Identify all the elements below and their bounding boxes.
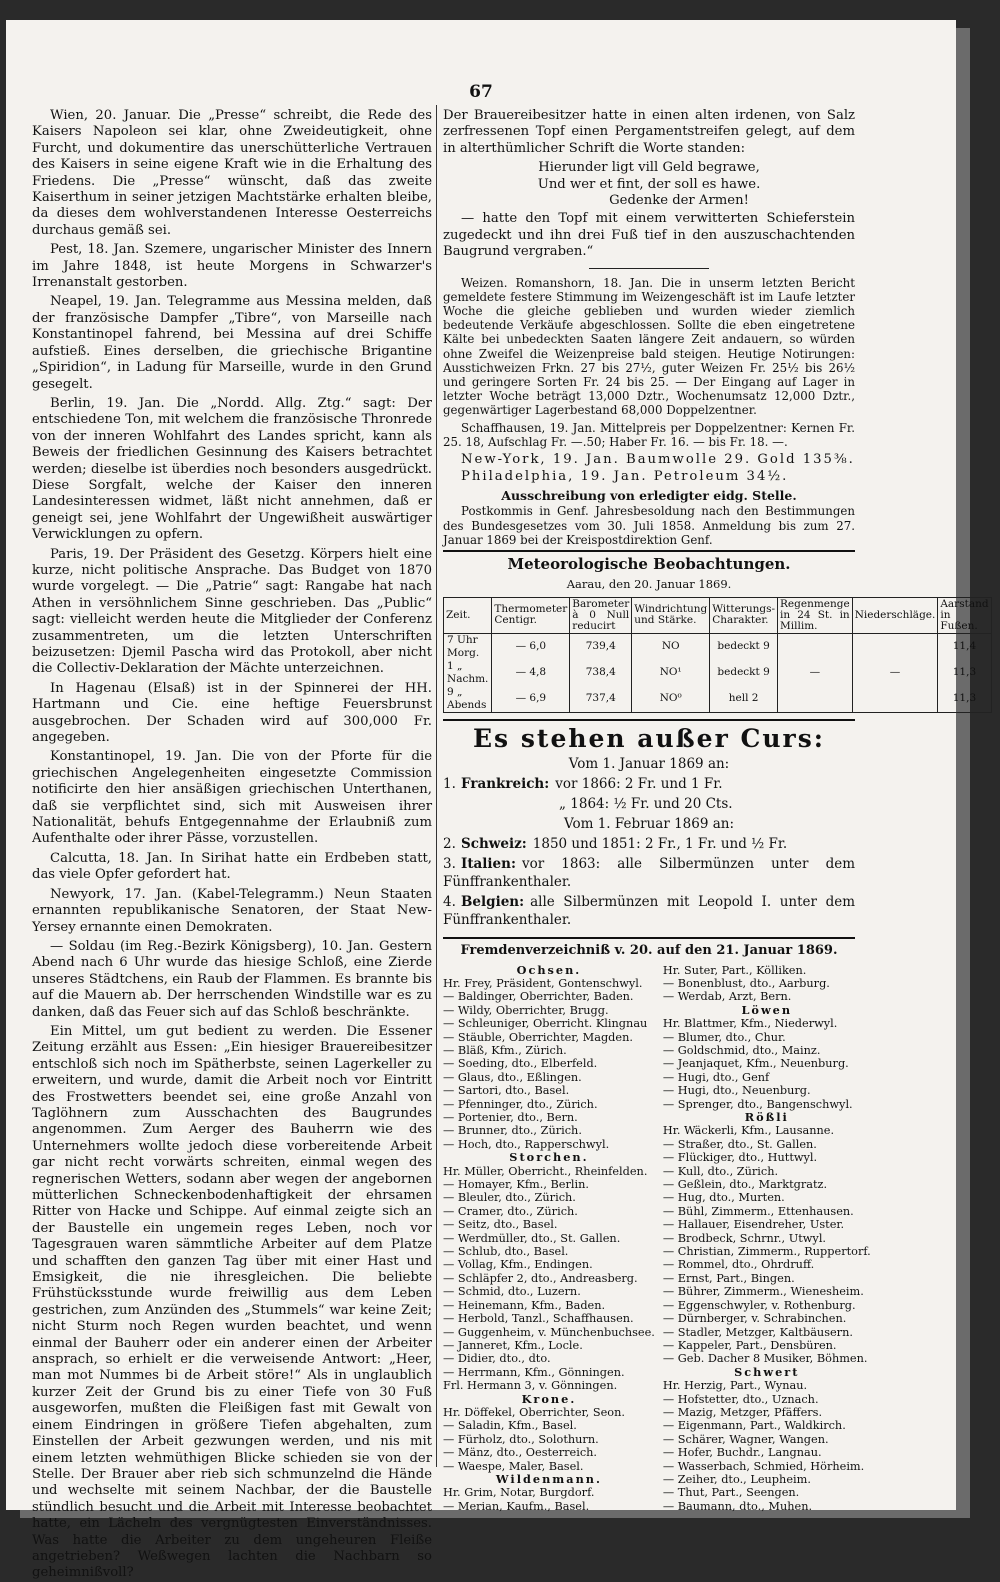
left-column (32, 108, 432, 1581)
weather-cell: NO¹ (632, 660, 710, 686)
guest-entry: — Christian, Zimmerm., Ruppertorf. (662, 1245, 871, 1259)
currency-item (443, 893, 855, 929)
hotel-name: Schwert (734, 1364, 800, 1379)
guest-entry: — Geßlein, dto., Marktgratz. (662, 1178, 828, 1192)
guest-entry: Hr. Blattmer, Kfm., Niederwyl. (662, 1017, 838, 1031)
guest-entry: — Stadler, Metzger, Kaltbäusern. (662, 1325, 853, 1339)
guest-entry: — Mänz, dto., Oesterreich. (443, 1446, 598, 1460)
weather-column-header: Aarstand in Fußen. (938, 597, 991, 633)
news-paragraph: Pest, 18. Jan. Szemere, ungarischer Minister des Innern im Jahre 1848, ist heute Morgens in Schwarzer's Irrenanstalt gestorben. (32, 242, 432, 291)
guest-entry: Hr. Grim, Notar, Burgdorf. (443, 1486, 595, 1500)
weather-column-header: Zeit. (444, 597, 492, 633)
hotel-name: Wildenmann. (495, 1471, 602, 1486)
weather-cell: — 4,8 (492, 660, 570, 686)
guest-entry: — Eigenmann, Part., Waldkirch. (662, 1419, 846, 1433)
currency-country: Frankreich: (461, 776, 550, 793)
currency-number: 2. (443, 836, 456, 853)
currency-country: Belgien: (461, 894, 525, 911)
guest-entry: — Dürnberger, v. Schrabinchen. (662, 1312, 847, 1326)
page-number: 67 (469, 82, 493, 102)
weather-cell: bedeckt 9 (710, 660, 778, 686)
guest-entry: — Homayer, Kfm., Berlin. (443, 1178, 589, 1192)
guest-entry: Hr. Suter, Part., Kölliken. (662, 963, 807, 977)
guest-entry: — Merian, Kaufm., Basel. (443, 1499, 590, 1513)
guest-entry: — Schlub, dto., Basel. (443, 1245, 569, 1259)
hotel-name: Löwen (741, 1002, 793, 1017)
fremden-column (663, 964, 871, 1514)
guest-entry: — Straßer, dto., St. Gallen. (662, 1137, 817, 1151)
currency-list (443, 835, 855, 929)
weather-cell (778, 633, 853, 660)
section-rule (443, 937, 855, 939)
guest-entry: — Saladin, Kfm., Basel. (443, 1419, 577, 1433)
currency-list (443, 775, 855, 813)
guest-entry: — Wasserbach, Schmied, Hörheim. (662, 1459, 865, 1473)
currency-country: Schweiz: (461, 836, 527, 853)
currency-item (443, 835, 855, 853)
guest-entry: — Kappeler, Part., Densbüren. (662, 1338, 837, 1352)
weather-cell: 738,4 (570, 660, 632, 686)
weather-column-header: Barometer à 0 Null reducirt (570, 597, 632, 633)
weather-cell: bedeckt 9 (710, 633, 778, 660)
guest-entry: — Wildy, Oberrichter, Brugg. (443, 1003, 609, 1017)
currency-from-date: Vom 1. Februar 1869 an: (563, 816, 735, 833)
weather-cell: — (852, 660, 938, 686)
short-rule (589, 268, 709, 269)
weather-cell: 739,4 (570, 633, 632, 660)
fremden-title: Fremdenverzeichniß v. 20. auf den 21. Januar 1869. (460, 943, 838, 959)
news-paragraph: Calcutta, 18. Jan. In Sirihat hatte ein Erdbeben statt, das viele Opfer gefordert hat. (32, 850, 432, 883)
story-end: Der Brauereibesitzer hatte in einen alten irdenen, von Salz zerfressenen Topf einen Pergamentstreifen gelegt, auf dem in alterthümlicher Schrift die Worte standen: (443, 108, 855, 156)
guest-entry: — Baldinger, Oberrichter, Baden. (443, 990, 634, 1004)
weather-column-header: Regenmenge in 24 St. in Millim. (778, 597, 853, 633)
guest-entry: — Fürholz, dto., Solothurn. (443, 1432, 599, 1446)
verse-line: Hierunder ligt vill Geld begrawe, (538, 160, 760, 176)
weather-column-header: Witterungs-Charakter. (710, 597, 778, 633)
guest-entry: — Werdab, Arzt, Bern. (662, 990, 792, 1004)
guest-entry: — Hofer, Buchdr., Langnau. (662, 1446, 822, 1460)
weather-cell (852, 686, 938, 713)
newspaper-page (6, 20, 989, 1581)
weather-cell: 11,3 (938, 686, 991, 713)
ausschreibung-text: Postkommis in Genf. Jahresbesoldung nach den Bestimmungen des Bundesgesetzes vom 30. Juli 1858. Anmeldung bis zum 27. Januar 1869 bei der Kreispostdirektion Genf. (443, 504, 855, 547)
guest-entry: — Hofstetter, dto., Uznach. (662, 1392, 819, 1406)
news-paragraph: Newyork, 17. Jan. (Kabel-Telegramm.) Neun Staaten ernannten republikanische Senatoren, der Staat New-Yersey ernannte einen Demokraten. (32, 886, 432, 935)
guest-entry: — Didier, dto., dto. (443, 1352, 551, 1366)
fremden-list (443, 962, 871, 1514)
currency-rule: 1850 und 1851: 2 Fr., 1 Fr. und ½ Fr. (532, 836, 788, 853)
guest-entry: — Bleuler, dto., Zürich. (443, 1191, 576, 1205)
guest-entry: — Flückiger, dto., Huttwyl. (662, 1151, 818, 1165)
currency-item (443, 855, 855, 891)
guest-entry: — Schärer, Wagner, Wangen. (662, 1432, 829, 1446)
guest-entry: — Jeanjaquet, Kfm., Neuenburg. (662, 1057, 849, 1071)
guest-entry: — Rommel, dto., Ohrdruff. (662, 1258, 815, 1272)
guest-entry: — Baumann, dto., Muhen. (662, 1499, 813, 1513)
currency-title: Es stehen außer Curs: (472, 723, 826, 753)
guest-entry: — Schläpfer 2, dto., Andreasberg. (443, 1271, 638, 1285)
guest-entry: — Schleuniger, Oberricht. Klingnau (443, 1017, 648, 1031)
market-report-weizen: Weizen. Romanshorn, 18. Jan. Die in unserm letzten Bericht gemeldete festere Stimmung im Weizengeschäft ist im Laufe letzter Woche die gleiche geblieben und wurden wieder ziemlich bedeutende Verkäufe abgeschlossen. Sollte die eben eingetretene Kälte bei unbedeckten Saaten längere Zeit andauern, so würden ohne Zweifel die Weizenpreise bald steigen. Heutige Notirungen: Ausstichweizen Frkn. 27 bis 27½, guter Weizen Fr. 25½ bis 26½ und geringere Sorten Fr. 24 bis 25. — Der Eingang auf Lager in letzter Woche beträgt 13,000 Dztr., Wochenumsatz 12,000 Dztr., gegenwärtiger Lagerbestand 68,000 Doppelzentner. (443, 275, 855, 418)
guest-entry: Hr. Wäckerli, Kfm., Lausanne. (662, 1124, 835, 1138)
right-column (443, 108, 989, 1513)
guest-entry: — Bühl, Zimmerm., Ettenhausen. (662, 1204, 854, 1218)
verse-line: Und wer et fint, der soll es hawe. (537, 176, 761, 192)
weather-cell: hell 2 (710, 686, 778, 713)
verse-line: Gedenke der Armen! (609, 193, 749, 209)
guest-entry: Hr. Müller, Oberricht., Rheinfelden. (443, 1164, 648, 1178)
guest-entry: — Bonenblust, dto., Aarburg. (662, 976, 830, 990)
column-divider (436, 105, 437, 1467)
weather-cell: 1 „ Nachm. (444, 660, 492, 686)
hotel-name: Storchen. (509, 1150, 589, 1165)
guest-entry: — Pfenninger, dto., Zürich. (443, 1097, 598, 1111)
weather-column-header: Windrichtung und Stärke. (632, 597, 710, 633)
weather-cell: 7 Uhr Morg. (444, 633, 492, 660)
guest-entry: — Hoch, dto., Rapperschwyl. (443, 1137, 610, 1151)
weather-cell: 11,3 (938, 660, 991, 686)
weather-subtitle: Aarau, den 20. Januar 1869. (566, 577, 732, 592)
guest-entry: — Sartori, dto., Basel. (443, 1084, 570, 1098)
guest-entry: — Herrmann, Kfm., Gönningen. (443, 1365, 625, 1379)
currency-item (443, 795, 855, 813)
weather-cell (778, 686, 853, 713)
currency-number: 1. (443, 776, 456, 793)
currency-rule: vor 1863: alle Silbermünzen unter dem Fünffrankenthaler. (443, 856, 855, 891)
guest-entry: — Sprenger, dto., Bangenschwyl. (662, 1097, 853, 1111)
weather-cell: 11,4 (938, 633, 991, 660)
weather-row (444, 660, 992, 686)
guest-entry: — Kull, dto., Zürich. (662, 1164, 779, 1178)
currency-rule: alle Silbermünzen mit Leopold I. unter dem Fünffrankenthaler. (443, 894, 855, 929)
news-paragraph: Wien, 20. Januar. Die „Presse“ schreibt, die Rede des Kaisers Napoleon sei klar, ohne Zweideutigkeit, ohne Furcht, und dokumentire das unerschütterliche Vertrauen des Kaisers in seine eigene Kraft wie in die Erhaltung des Friedens. Die „Presse“ wünscht, daß das zweite Kaiserthum in seiner jetzigen Machtstärke erhalten bleibe, da dieses dem wohlverstandenen Interesse Oesterreichs durchaus gemäß sei. (32, 108, 432, 238)
guest-entry: Frl. Hermann 3, v. Gönningen. (443, 1379, 618, 1393)
guest-entry: — Hug, dto., Murten. (662, 1191, 785, 1205)
market-report-newyork: New-York, 19. Jan. Baumwolle 29. Gold 135⅜. (461, 452, 855, 468)
weather-cell: 737,4 (570, 686, 632, 713)
weather-row (444, 633, 992, 660)
guest-entry: — Goldschmid, dto., Mainz. (662, 1043, 821, 1057)
guest-entry: — Waespe, Maler, Basel. (443, 1459, 584, 1473)
currency-number: 4. (443, 894, 456, 911)
guest-entry: — Guggenheim, v. Münchenbuchsee. (443, 1325, 655, 1339)
weather-cell (852, 633, 938, 660)
fremden-column (443, 964, 655, 1514)
news-paragraph: Ein Mittel, um gut bedient zu werden. Die Essener Zeitung erzählt aus Essen: „Ein hiesiger Brauereibesitzer entschloß sich noch im Spätherbste, seinen Lagerkeller zu erweitern, und wurde, damit die Arbeit noch vor Eintritt des Frostwetters beendet sei, eine große Anzahl von Taglöhnern zum Ausschachten des Baugrundes angenommen. Zum Aerger des Bauherrn wie des Unternehmers wollte jedoch diese vorbereitende Arbeit gar nicht recht vorwärts schreiten, einmal wegen des regnerischen Wetters, sodann aber wegen der angebornen mütterlichen Schneckenbodenhaftigkeit der ehrsamen Ritter von Hacke und Schippe. Auf einmal zeigte sich an der Baustelle ein ungemein reges Leben, noch vor Tagesgrauen waren sämmtliche Arbeiter auf dem Platze und schafften den ganzen Tag über mit einer Hast und Emsigkeit, die nie ihresgleichen. Die beliebte Frühstücksstunde wurde freiwillig aus dem Leben gestrichen, zum Anzünden des „Stummels“ war keine Zeit; nicht Sturm noch Regen wurden beachtet, und wenn einmal der Bauherr oder ein anderer einen der Arbeiter ansprach, so erhielt er die verweisende Antwort: „Heer, man mot Nummes bi de Arbeit störe!“ Als in unglaublich kurzer Zeit der Grund bis zu einer Tiefe von 30 Fuß ausgeworfen, mußten die Fleißigen fast mit Gewalt von einem Eindringen in größere Tiefen abgehalten, zum Einstellen der Arbeit gezwungen werden, und nis mit einem letzten wehmüthigen Blicke schieden sie von der Stelle. Der Brauer aber rieb sich schmunzelnd die Hände und wechselte mit seinem Nachbar, der die Baustelle stündlich besucht und die Arbeit mit Interesse beobachtet hatte, ein Lächeln des vergnügtesten Einverständnisses. Was hatte die Arbeiter zu dem ungeheuren Fleiße angetrieben? Weßwegen lachten die Nachbarn so geheimnißvoll? (32, 1023, 432, 1581)
weather-cell: — 6,0 (492, 633, 570, 660)
guest-entry: — Portenier, dto., Bern. (443, 1111, 578, 1125)
hotel-name: Ochsen. (516, 962, 582, 977)
story-end: — hatte den Topf mit einem verwitterten Schieferstein zugedeckt und ihn drei Fuß tief in den auszuschachtenden Baugrund vergraben.“ (443, 211, 855, 260)
market-report-philadelphia: Philadelphia, 19. Jan. Petroleum 34½. (461, 468, 789, 484)
guest-entry: — Janneret, Kfm., Locle. (443, 1338, 583, 1352)
ausschreibung-title: Ausschreibung von erledigter eidg. Stelle. (501, 487, 797, 503)
guest-entry: — Werdmüller, dto., St. Gallen. (443, 1231, 621, 1245)
market-report-schaffhausen: Schaffhausen, 19. Jan. Mittelpreis per Doppelzentner: Kernen Fr. 25. 18, Aufschlag Fr. —.50; Haber Fr. 16. — bis Fr. 18. —. (443, 420, 855, 449)
hotel-name: Rößli (744, 1110, 789, 1125)
guest-entry: — Hugi, dto., Genf (662, 1070, 770, 1084)
guest-entry: — Zeiher, dto., Leupheim. (662, 1472, 811, 1486)
guest-entry: — Seitz, dto., Basel. (443, 1218, 558, 1232)
guest-entry: — Eggenschwyler, v. Rothenburg. (662, 1298, 856, 1312)
guest-entry: — Cramer, dto., Zürich. (443, 1204, 578, 1218)
currency-rule: „ 1864: ½ Fr. und 20 Cts. (559, 796, 733, 813)
weather-column-header: Niederschläge. (852, 597, 938, 633)
guest-entry: — Thut, Part., Seengen. (662, 1486, 800, 1500)
guest-entry: — Heinemann, Kfm., Baden. (443, 1298, 606, 1312)
weather-row (444, 686, 992, 713)
currency-item (443, 775, 855, 793)
section-rule (443, 550, 855, 552)
guest-entry: — Blumer, dto., Chur. (662, 1030, 786, 1044)
currency-number: 3. (443, 856, 456, 873)
guest-entry: Hr. Frey, Präsident, Gontenschwyl. (443, 976, 643, 990)
news-paragraph: Konstantinopel, 19. Jan. Die von der Pforte für die griechischen Angelegenheiten eingesetzte Commission notificirte den hier ansäßigen griechischen Unterthanen, daß sie verpflichtet sind, sich mit Ausweisen ihrer Nationalität, behufs Entgegennahme der Erlaubniß zum Aufenthalte oder ihrer Pässe, vorzustellen. (32, 749, 432, 847)
guest-entry: — Geb. Dacher 8 Musiker, Böhmen. (662, 1352, 868, 1366)
news-paragraph: Neapel, 19. Jan. Telegramme aus Messina melden, daß der französische Dampfer „Tibre“, von Marseille nach Konstantinopel fahrend, bei Messina auf drei Schiffe aufstieß. Eines derselben, die griechische Brigantine „Spiridion“, in Ladung für Marseille, wurde in den Grund gesegelt. (32, 294, 432, 392)
guest-entry: — Bläß, Kfm., Zürich. (443, 1043, 567, 1057)
guest-entry: — Hugi, dto., Neuenburg. (662, 1084, 811, 1098)
guest-entry: — Stäuble, Oberrichter, Magden. (443, 1030, 633, 1044)
section-rule (443, 719, 855, 721)
news-paragraph: — Soldau (im Reg.-Bezirk Königsberg), 10. Jan. Gestern Abend nach 6 Uhr wurde das hiesige Schloß, eine Zierde unseres Städtchens, ein Raub der Flammen. Es brannte bis auf die Mauern ab. Der herrschenden Windstille war es zu danken, daß das Feuer sich auf das Schloß beschränkte. (32, 938, 432, 1020)
currency-rule: vor 1866: 2 Fr. und 1 Fr. (555, 776, 723, 793)
news-paragraph: Berlin, 19. Jan. Die „Nordd. Allg. Ztg.“ sagt: Der entschiedene Ton, mit welchem die französische Thronrede von der inneren Wohlfahrt des Landes spricht, kann als Beweis der friedlichen Gesinnung des Kaisers betrachtet werden; dieselbe ist überdies noch besonders ausgedrückt. Diese Sorgfalt, welche der Kaiser den inneren Landesinteressen widmet, läßt nicht annehmen, daß er geneigt sei, jene Wohlfahrt der Ungewißheit auswärtiger Verwicklungen zu opfern. (32, 395, 432, 543)
guest-entry: — Brodbeck, Schrnr., Utwyl. (662, 1231, 827, 1245)
weather-cell: — (778, 660, 853, 686)
weather-title: Meteorologische Beobachtungen. (507, 554, 791, 573)
guest-entry: — Bührer, Zimmerm., Wienesheim. (662, 1285, 864, 1299)
guest-entry: — Ernst, Part., Bingen. (662, 1271, 795, 1285)
news-paragraph: In Hagenau (Elsaß) ist in der Spinnerei der HH. Hartmann und Cie. eine heftige Feuersbrunst ausgebrochen. Der Schaden wird auf 300,000 Fr. angegeben. (32, 680, 432, 746)
guest-entry: — Soeding, dto., Elberfeld. (443, 1057, 598, 1071)
weather-cell: NO⁰ (632, 686, 710, 713)
weather-cell: — 6,9 (492, 686, 570, 713)
guest-entry: Hr. Döffekel, Oberrichter, Seon. (443, 1405, 625, 1419)
news-paragraph: Paris, 19. Der Präsident des Gesetzg. Körpers hielt eine kurze, nicht politische Ansprache. Das Budget von 1870 wurde vorgelegt. — Die „Patrie“ sagt: Rangabe hat nach Athen in versöhnlichem Sinne geschrieben. Das „Public“ sagt: vielleicht werden heute die Mitglieder der Conferenz zusammentreten, um die letzten Unterschriften beizusetzen: Djemil Pascha wird das Protokoll, aber nicht die Collectiv-Deklaration der Mächte unterzeichnen. (32, 546, 432, 677)
guest-entry: — Mazig, Metzger, Pfäffers. (662, 1405, 823, 1419)
guest-entry: Hr. Herzig, Part., Wynau. (662, 1379, 808, 1393)
currency-country: Italien: (461, 856, 516, 873)
guest-entry: — Hallauer, Eisendreher, Uster. (662, 1218, 845, 1232)
guest-entry: — Schmid, dto., Luzern. (443, 1285, 581, 1299)
currency-from-date: Vom 1. Januar 1869 an: (568, 756, 730, 773)
weather-table (443, 597, 992, 713)
weather-column-header: Thermometer Centigr. (492, 597, 570, 633)
weather-cell: 9 „ Abends (444, 686, 492, 713)
hotel-name: Krone. (521, 1391, 577, 1406)
guest-entry: — Herbold, Tanzl., Schaffhausen. (443, 1312, 634, 1326)
guest-entry: — Vollag, Kfm., Endingen. (443, 1258, 593, 1272)
guest-entry: — Brunner, dto., Zürich. (443, 1124, 582, 1138)
guest-entry: — Glaus, dto., Eßlingen. (443, 1070, 582, 1084)
weather-cell: NO (632, 633, 710, 660)
